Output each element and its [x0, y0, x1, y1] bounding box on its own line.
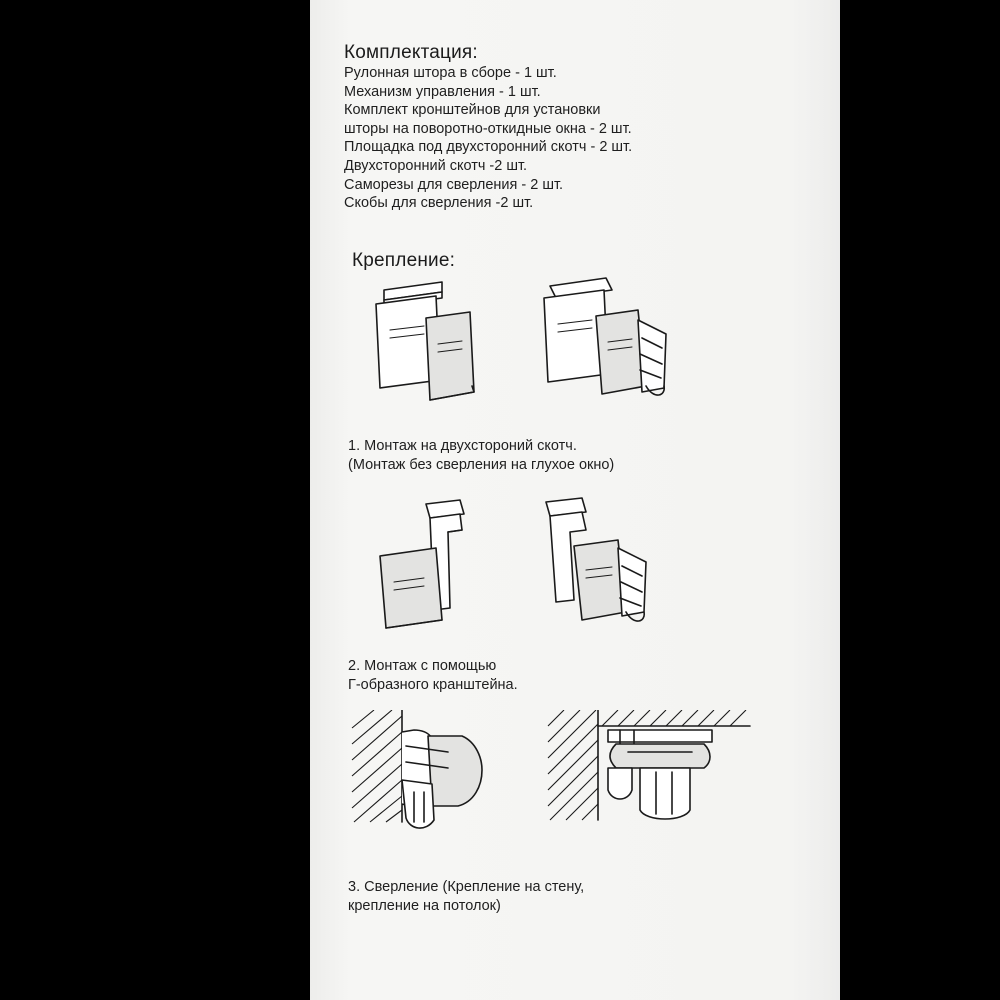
step-2-caption [348, 657, 808, 695]
drilling-figure [340, 710, 810, 865]
list-item: Механизм управления - 1 шт. [344, 83, 541, 100]
sheet-content [330, 0, 830, 1000]
l-bracket-figure [350, 490, 810, 650]
step-2-line-1: 2. Монтаж с помощью [348, 658, 497, 674]
list-item: Двухсторонний скотч -2 шт. [344, 157, 528, 174]
list-item: Скобы для сверления -2 шт. [344, 195, 534, 212]
kit-heading: Комплектация: [344, 42, 478, 63]
list-item: Комплект кронштейнов для установки [344, 102, 601, 119]
mounting-heading: Крепление: [352, 250, 456, 271]
list-item: Саморезы для сверления - 2 шт. [344, 176, 564, 193]
step-1-caption [348, 437, 808, 475]
step-3-line-2: крепление на потолок) [348, 898, 501, 914]
step-2-line-2: Г-образного кранштейна. [348, 677, 518, 693]
list-item: шторы на поворотно-откидные окна - 2 шт. [344, 120, 632, 137]
step-3-line-1: 3. Сверление (Крепление на стену, [348, 879, 585, 895]
instruction-sheet [310, 0, 840, 1000]
step-3-caption [348, 878, 808, 916]
bracket-tape-figure [350, 268, 810, 428]
step-1-line-2: (Монтаж без сверления на глухое окно) [348, 457, 615, 473]
list-item: Площадка под двухсторонний скотч - 2 шт. [344, 139, 633, 156]
step-1-line-1: 1. Монтаж на двухстороний скотч. [348, 438, 577, 454]
list-item: Рулонная штора в сборе - 1 шт. [344, 65, 557, 81]
kit-list [344, 64, 814, 213]
